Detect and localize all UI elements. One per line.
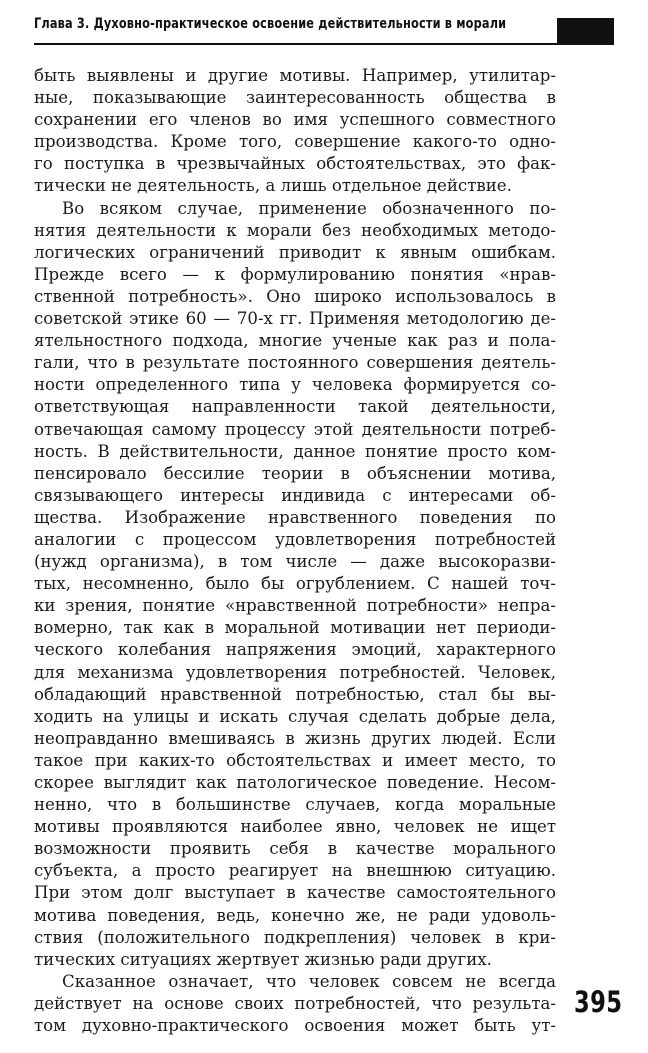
text-line: ные, показывающие заинтересованность общества в (34, 88, 556, 108)
text-line: тических ситуациях жертвует жизнью ради других. (34, 949, 492, 969)
text-line: гали, что в результате постоянного совершения деятель- (34, 353, 556, 373)
text-line: том духовно-практического освоения может быть ут- (34, 1016, 556, 1036)
text-line: мотивы проявляются наиболее явно, человек не ищет (34, 817, 556, 837)
text-line: ческого колебания напряжения эмоций, характерного (34, 640, 556, 660)
text-line: для механизма удовлетворения потребностей. Человек, (34, 662, 556, 682)
text-line: (нужд организма), в том числе — даже высокоразви- (34, 552, 556, 572)
text-line: аналогии с процессом удовлетворения потребностей (34, 529, 556, 549)
text-line: ки зрения, понятие «нравственной потребности» непра- (34, 596, 556, 616)
text-line: го поступка в чрезвычайных обстоятельствах, это фак- (34, 154, 556, 174)
text-line: щества. Изображение нравственного поведения по (34, 507, 556, 527)
text-line: вомерно, так как в моральной мотивации нет периоди- (34, 618, 556, 638)
text-line: производства. Кроме того, совершение какого-то одно- (34, 132, 556, 152)
text-line: советской этике 60 — 70-х гг. Применяя методологию де- (34, 309, 556, 329)
text-line: тых, несомненно, было бы огрублением. С нашей точ- (34, 574, 556, 594)
page-number: 395 (574, 985, 623, 1019)
text-line: ность. В действительности, данное понятие просто ком- (34, 441, 556, 461)
text-line: тически не деятельность, а лишь отдельное действие. (34, 176, 512, 196)
text-line: При этом долг выступает в качестве самостоятельного (34, 883, 556, 903)
text-line: Сказанное означает, что человек совсем не всегда (62, 971, 556, 991)
text-line: логических ограничений приводит к явным ошибкам. (34, 242, 556, 262)
text-line: Во всяком случае, применение обозначенного по- (62, 198, 556, 218)
body-text (34, 65, 556, 1037)
text-line: субъекта, а просто реагирует на внешнюю ситуацию. (34, 861, 556, 881)
text-line: ятельностного подхода, многие ученые как раз и пола- (34, 331, 556, 351)
text-line: отвечающая самому процессу этой деятельности потреб- (34, 419, 556, 439)
text-line: мотива поведения, ведь, конечно же, не ради удоволь- (34, 905, 556, 925)
text-line: обладающий нравственной потребностью, стал бы вы- (34, 684, 556, 704)
text-line: Прежде всего — к формулированию понятия «нрав- (34, 264, 556, 284)
text-line: возможности проявить себя в качестве морального (34, 839, 556, 859)
text-line: быть выявлены и другие мотивы. Например, утилитар- (34, 66, 556, 85)
text-line: ственной потребность». Оно широко использовалось в (34, 286, 556, 306)
text-line: ненно, что в большинстве случаев, когда моральные (34, 795, 556, 815)
text-line: неоправданно вмешиваясь в жизнь других людей. Если (34, 728, 556, 748)
text-line: скорее выглядит как патологическое поведение. Несом- (34, 773, 556, 792)
text-line: действует на основе своих потребностей, что результа- (34, 993, 556, 1013)
running-header (34, 14, 614, 44)
text-line: ходить на улицы и искать случая сделать добрые дела, (34, 706, 556, 726)
text-line: такое при каких-то обстоятельствах и имеет место, то (34, 750, 556, 770)
header-rule (34, 43, 614, 45)
header-black-tab (557, 18, 614, 44)
text-line: пенсировало бессилие теории в объяснении мотива, (34, 463, 556, 483)
text-line: нятия деятельности к морали без необходимых методо- (34, 220, 556, 240)
text-line: связывающего интересы индивида с интересами об- (34, 485, 556, 505)
text-line: ности определенного типа у человека формируется со- (34, 375, 556, 395)
chapter-title: Глава 3. Духовно-практическое освоение действительности в морали (34, 16, 507, 32)
text-line: сохранении его членов во имя успешного совместного (34, 110, 556, 130)
text-line: ствия (положительного подкрепления) человек в кри- (34, 927, 556, 947)
text-line: ответствующая направленности такой деятельности, (34, 397, 556, 417)
